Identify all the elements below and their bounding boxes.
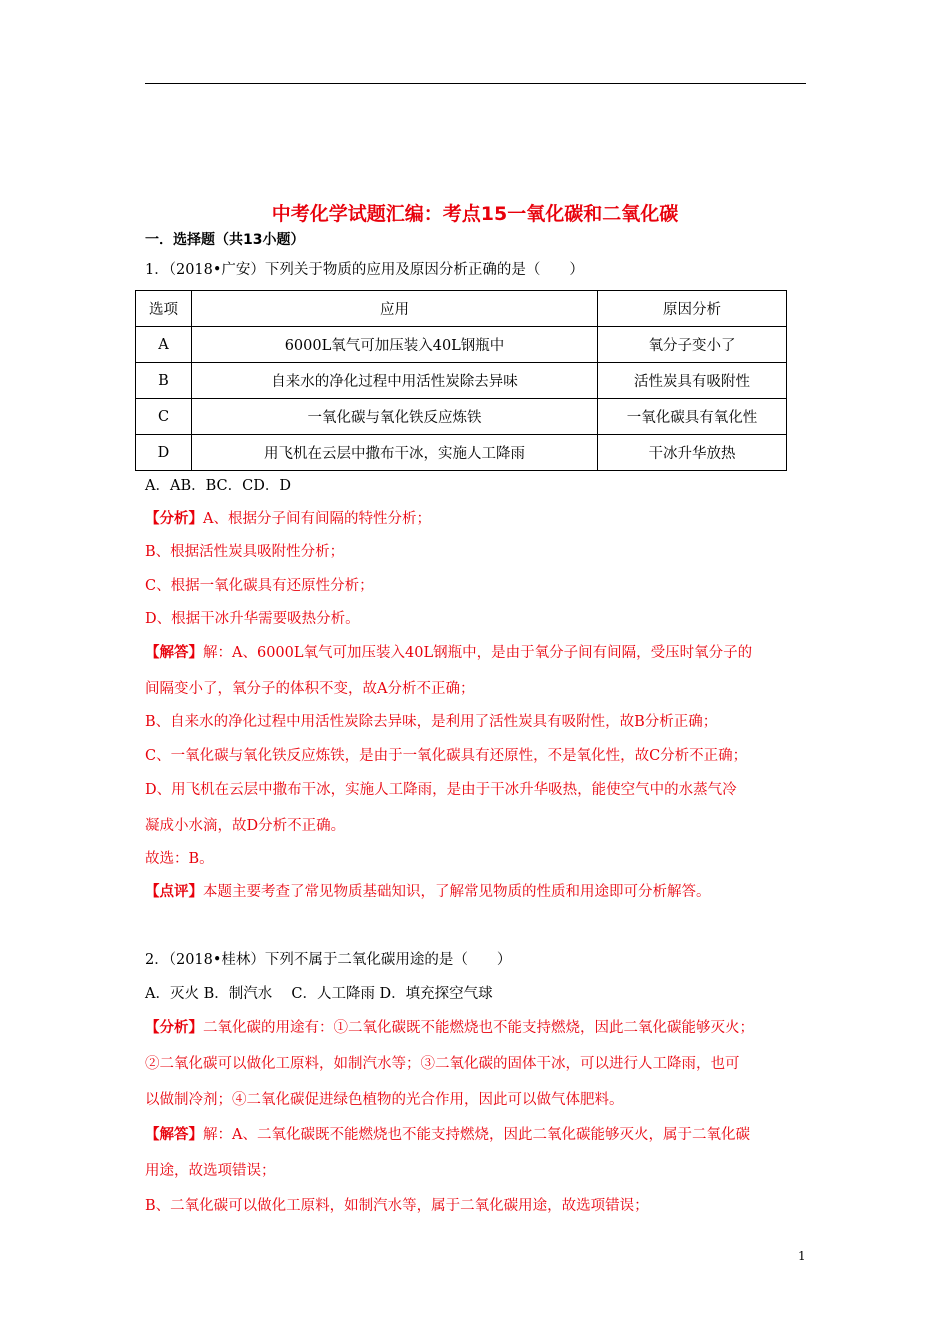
table-cell: D <box>136 435 192 471</box>
q2-analysis-line <box>145 1016 754 1037</box>
q1-answer-line <box>145 641 752 662</box>
q1-answer-line: B、自来水的净化过程中用活性炭除去异味，是利用了活性炭具有吸附性，故B分析正确； <box>145 714 718 730</box>
analysis-tag: 【分析】 <box>145 1019 203 1036</box>
table-cell: 一氧化碳具有氧化性 <box>598 399 787 435</box>
q1-answer-line: 凝成小水滴，故D分析不正确。 <box>145 818 346 834</box>
q1-stem: 1．（2018•广安）下列关于物质的应用及原因分析正确的是（ ） <box>145 262 584 278</box>
table-header-cell: 原因分析 <box>598 291 787 327</box>
analysis-tag: 【分析】 <box>145 510 203 527</box>
q2-stem: 2．（2018•桂林）下列不属于二氧化碳用途的是（ ） <box>145 952 512 968</box>
page-number: 1 <box>798 1249 806 1263</box>
q1-analysis-line: D、根据干冰升华需要吸热分析。 <box>145 611 360 627</box>
table-header-cell: 应用 <box>192 291 598 327</box>
analysis-text: A、根据分子间有间隔的特性分析； <box>203 511 431 527</box>
table-row <box>136 363 787 399</box>
table-cell: 自来水的净化过程中用活性炭除去异味 <box>192 363 598 399</box>
q1-answer-line: 故选：B。 <box>145 851 214 867</box>
q2-answer-line: 用途，故选项错误； <box>145 1163 276 1179</box>
q1-analysis-line: B、根据活性炭具吸附性分析； <box>145 544 345 560</box>
table-cell: 氧分子变小了 <box>598 327 787 363</box>
table-cell: 6000L氧气可加压装入40L钢瓶中 <box>192 327 598 363</box>
table-cell: 用飞机在云层中撒布干冰，实施人工降雨 <box>192 435 598 471</box>
q1-analysis-line: C、根据一氧化碳具有还原性分析； <box>145 578 374 594</box>
table-header-cell: 选项 <box>136 291 192 327</box>
q2-choices: A．灭火 B．制汽水 C．人工降雨 D．填充探空气球 <box>145 986 493 1002</box>
section-heading: 一．选择题（共13小题） <box>145 232 305 248</box>
table-cell: 活性炭具有吸附性 <box>598 363 787 399</box>
table-cell: 一氧化碳与氧化铁反应炼铁 <box>192 399 598 435</box>
q1-answer-line: C、一氧化碳与氧化铁反应炼铁，是由于一氧化碳具有还原性，不是氧化性，故C分析不正确； <box>145 748 748 764</box>
q1-options-table <box>135 290 787 471</box>
q2-answer-line: B、二氧化碳可以做化工原料，如制汽水等，属于二氧化碳用途，故选项错误； <box>145 1198 649 1214</box>
table-cell: 干冰升华放热 <box>598 435 787 471</box>
table-cell: A <box>136 327 192 363</box>
table-row <box>136 399 787 435</box>
q1-answer-line: D、用飞机在云层中撒布干冰，实施人工降雨，是由于干冰升华吸热，能使空气中的水蒸气冷 <box>145 782 737 798</box>
answer-text: 解：A、6000L氧气可加压装入40L钢瓶中，是由于氧分子间有间隔，受压时氧分子的 <box>203 645 753 661</box>
header-rule <box>145 83 806 84</box>
comment-tag: 【点评】 <box>145 883 203 900</box>
q1-analysis-line <box>145 507 431 528</box>
table-cell: C <box>136 399 192 435</box>
q2-answer-line <box>145 1123 750 1144</box>
answer-text: 解：A、二氧化碳既不能燃烧也不能支持燃烧，因此二氧化碳能够灭火，属于二氧化碳 <box>203 1127 750 1143</box>
answer-tag: 【解答】 <box>145 644 203 661</box>
document-title: 中考化学试题汇编：考点15一氧化碳和二氧化碳 <box>271 203 679 225</box>
q1-answer-line: 间隔变小了，氧分子的体积不变，故A分析不正确； <box>145 681 475 697</box>
table-row <box>136 435 787 471</box>
q2-analysis-line: 以做制冷剂；④二氧化碳促进绿色植物的光合作用，因此可以做气体肥料。 <box>145 1092 624 1108</box>
table-row <box>136 327 787 363</box>
comment-text: 本题主要考查了常见物质基础知识，了解常见物质的性质和用途即可分析解答。 <box>203 884 711 900</box>
analysis-text: 二氧化碳的用途有：①二氧化碳既不能燃烧也不能支持燃烧，因此二氧化碳能够灭火； <box>203 1020 754 1036</box>
answer-tag: 【解答】 <box>145 1126 203 1143</box>
table-cell: B <box>136 363 192 399</box>
q1-choices: A．AB．BC．CD．D <box>145 478 291 494</box>
q1-comment-line <box>145 880 711 901</box>
table-header-row <box>136 291 787 327</box>
q2-analysis-line: ②二氧化碳可以做化工原料，如制汽水等；③二氧化碳的固体干冰，可以进行人工降雨，也可 <box>145 1056 740 1072</box>
